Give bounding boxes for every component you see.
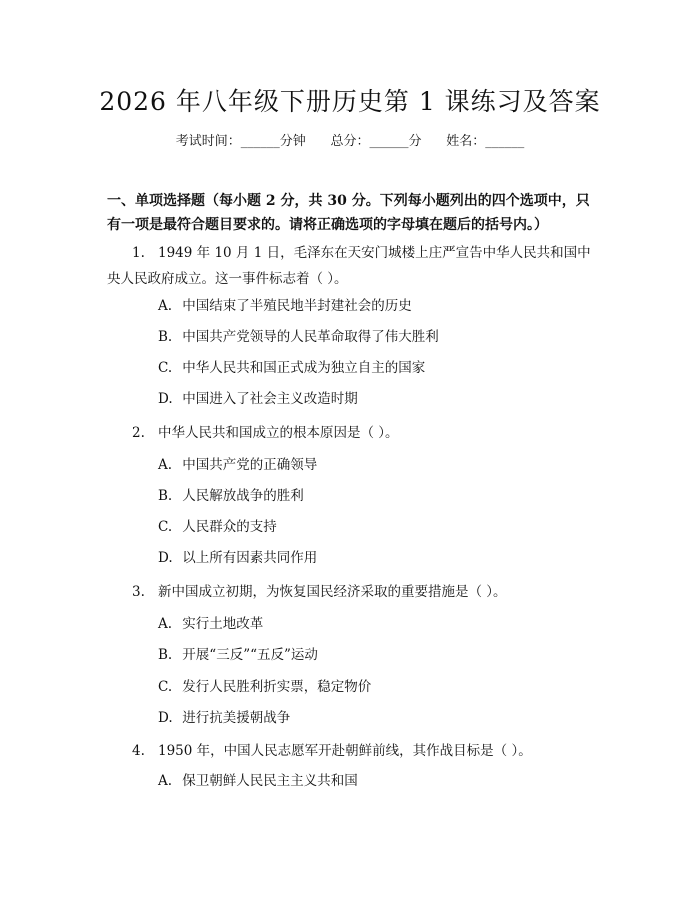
option-label: D. <box>158 550 173 566</box>
option-text: 实行土地改革 <box>182 616 264 632</box>
document-title: 2026 年八年级下册历史第 1 课练习及答案 <box>99 87 601 116</box>
question-1-option-d <box>158 389 358 409</box>
option-text: 中华人民共和国正式成为独立自主的国家 <box>182 360 426 376</box>
question-number: 2. <box>132 425 145 441</box>
option-text: 中国共产党的正确领导 <box>182 457 318 473</box>
question-3-option-b <box>158 645 318 665</box>
question-1 <box>107 240 597 292</box>
section-heading: 一、单项选择题（每小题 2 分，共 30 分。下列每小题列出的四个选项中，只有一项是最符合题目要求的。请将正确选项的字母填在题后的括号内。） <box>107 193 590 233</box>
question-2-option-b <box>158 486 304 506</box>
option-text: 人民解放战争的胜利 <box>182 488 304 504</box>
question-text: 新中国成立初期，为恢复国民经济采取的重要措施是（ ）。 <box>158 584 507 600</box>
question-text: 1950 年，中国人民志愿军开赴朝鲜前线，其作战目标是（ ）。 <box>158 743 532 759</box>
option-label: C. <box>158 360 173 376</box>
question-3-option-a <box>158 614 263 634</box>
option-text: 以上所有因素共同作用 <box>182 550 318 566</box>
option-label: B. <box>158 488 173 504</box>
option-label: A. <box>158 457 173 473</box>
option-label: B. <box>158 329 173 345</box>
option-label: C. <box>158 519 173 535</box>
question-1-option-c <box>158 358 425 378</box>
option-label: B. <box>158 647 173 663</box>
question-number: 4. <box>132 743 145 759</box>
option-text: 中国共产党领导的人民革命取得了伟大胜利 <box>182 329 439 345</box>
question-number: 3. <box>132 584 145 600</box>
question-1-option-a <box>158 296 412 316</box>
question-2-option-c <box>158 517 277 537</box>
option-label: D. <box>158 710 173 726</box>
option-label: A. <box>158 616 173 632</box>
question-text: 1949 年 10 月 1 日，毛泽东在天安门城楼上庄严宣告中华人民共和国中央人民政府成立。这一事件标志着（ ）。 <box>107 245 591 287</box>
option-label: D. <box>158 391 173 407</box>
option-text: 发行人民胜利折实票，稳定物价 <box>182 679 372 695</box>
question-2-option-d <box>158 548 317 568</box>
option-text: 开展“三反”“五反”运动 <box>182 647 318 663</box>
question-1-option-b <box>158 327 439 347</box>
option-text: 中国结束了半殖民地半封建社会的历史 <box>182 298 412 314</box>
question-4 <box>107 738 597 764</box>
option-text: 中国进入了社会主义改造时期 <box>182 391 358 407</box>
option-label: C. <box>158 679 173 695</box>
option-text: 保卫朝鲜人民民主主义共和国 <box>182 773 358 789</box>
question-3-option-c <box>158 677 371 697</box>
question-2 <box>107 420 597 446</box>
option-label: A. <box>158 773 173 789</box>
option-text: 进行抗美援朝战争 <box>182 710 291 726</box>
question-2-option-a <box>158 455 317 475</box>
question-number: 1. <box>132 245 145 261</box>
option-label: A. <box>158 298 173 314</box>
option-text: 人民群众的支持 <box>182 519 277 535</box>
question-3-option-d <box>158 708 290 728</box>
question-3 <box>107 579 597 605</box>
question-text: 中华人民共和国成立的根本原因是（ ）。 <box>158 425 399 441</box>
exam-info-line: 考试时间：______分钟 总分：______分 姓名：______ <box>175 134 525 149</box>
question-4-option-a <box>158 771 358 791</box>
